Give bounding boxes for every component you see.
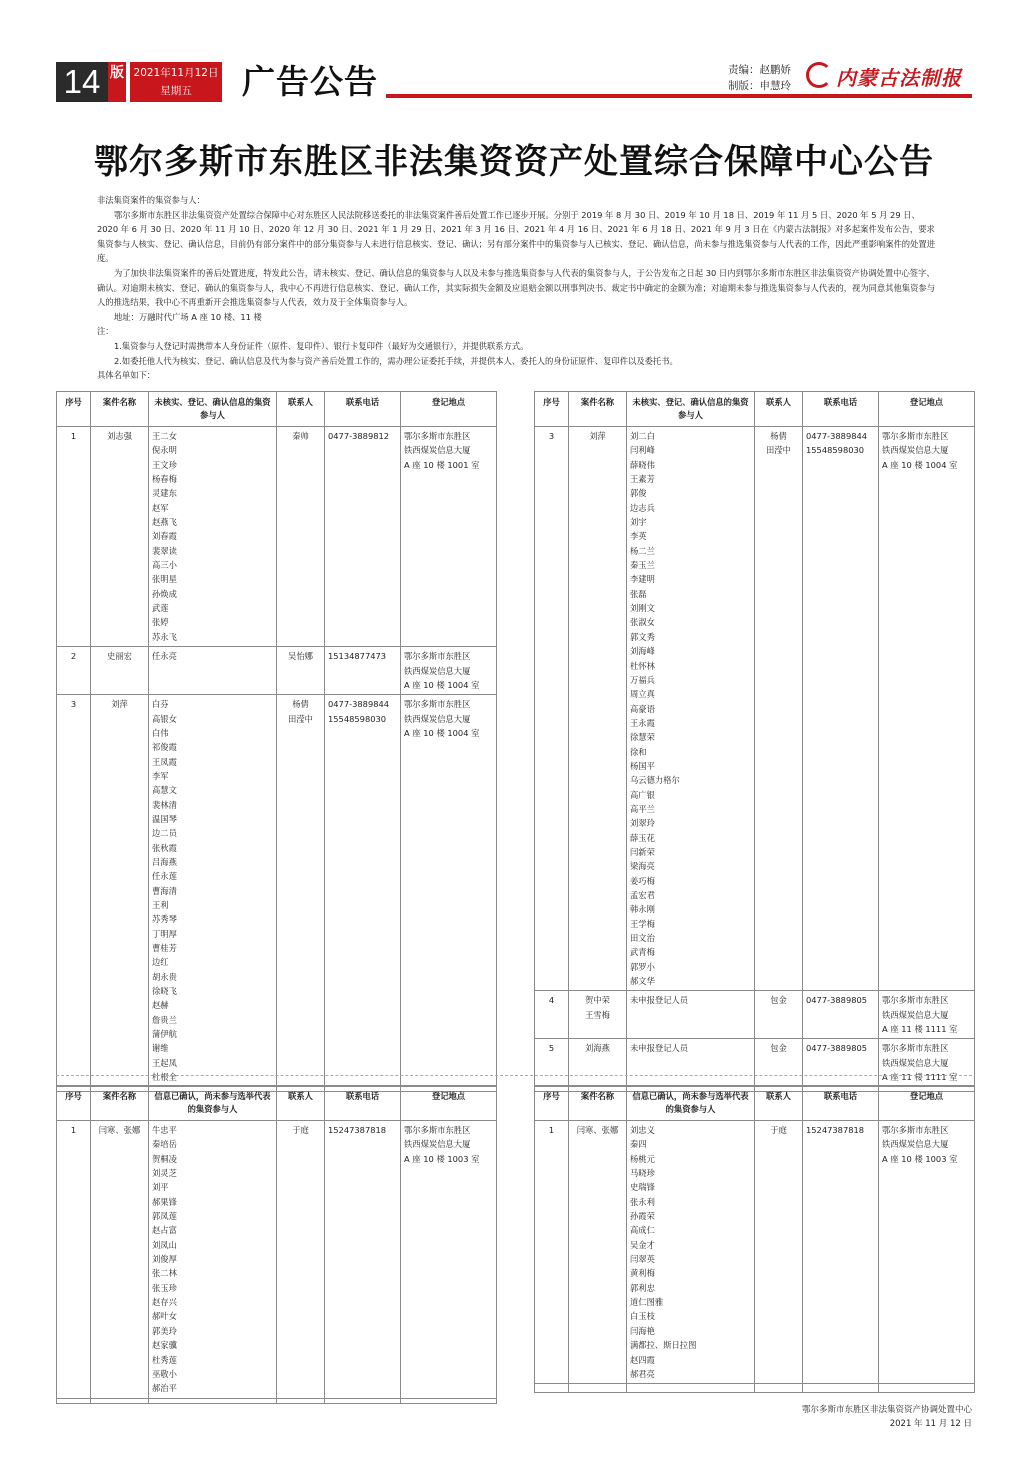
case-name: 刘萍	[569, 427, 627, 991]
participant-name: 杨二兰	[630, 545, 655, 556]
note-2: 2.如委托他人代为核实、登记、确认信息及代为参与资产善后处置工作的，需办理公证委托手续，并提供本人、委托人的身份证原件、复印件以及委托书。	[114, 355, 678, 366]
unverified-participants-table-left	[56, 391, 497, 1092]
issue-weekday: 星期五	[160, 85, 192, 97]
participant-name: 徐晓飞	[152, 986, 177, 997]
case-name: 刘海燕	[569, 1039, 627, 1087]
contact-name: 杨倩	[770, 431, 787, 441]
contact-phone	[325, 1121, 401, 1399]
registration-location	[401, 1121, 497, 1399]
location-line: A 座 10 楼 1004 室	[404, 727, 480, 738]
location-line: 铁西煤炭信息大厦	[404, 445, 471, 456]
location-line: 鄂尔多斯市东胜区	[882, 431, 949, 441]
row-number: 1	[535, 1121, 569, 1384]
header-phone: 联系电话	[325, 1086, 401, 1121]
participant-name: 赵燕飞	[152, 517, 177, 528]
header-contact: 联系人	[277, 1086, 325, 1121]
participant-name: 韩永刚	[630, 904, 655, 915]
participant-name: 贺桐凌	[152, 1153, 177, 1164]
participant-list	[627, 1121, 755, 1384]
participant-name: 杜根全	[152, 1072, 177, 1083]
participant-name: 牛忠平	[152, 1125, 177, 1135]
contact-name: 于庭	[292, 1125, 309, 1135]
participant-name: 乌云德力格尔	[630, 775, 680, 786]
participant-name: 孙焕成	[152, 588, 177, 599]
location-line: A 座 11 楼 1111 室	[882, 1024, 958, 1035]
participant-name: 温国琴	[152, 813, 177, 824]
producer-name: 制版：申慧玲	[728, 80, 791, 92]
page-number: 14	[56, 62, 108, 102]
location-line: 铁西煤炭信息大厦	[404, 665, 471, 676]
filler-cell	[149, 1398, 277, 1403]
masthead-rule	[386, 94, 972, 98]
filler-cell	[57, 1398, 91, 1403]
participant-name: 任永莲	[152, 871, 177, 882]
participant-name: 张二林	[152, 1268, 177, 1279]
phone-number: 0477-3889805	[806, 1043, 868, 1054]
contact-person	[755, 427, 803, 991]
participant-name: 张秋霞	[152, 842, 177, 853]
row-number: 3	[57, 695, 91, 1087]
contact-name: 包金	[770, 995, 787, 1006]
participant-name: 王凤霞	[152, 756, 177, 767]
location-line: A 座 10 楼 1003 室	[882, 1153, 958, 1164]
contact-phone	[803, 1039, 879, 1087]
phone-number: 0477-3889812	[328, 431, 390, 441]
phone-number: 15548598030	[806, 445, 865, 456]
signature-date: 2021 年 11 月 12 日	[889, 1419, 972, 1429]
participant-name: 徐慧荣	[630, 732, 655, 743]
location-line: 铁西煤炭信息大厦	[404, 1139, 471, 1150]
header-no: 序号	[535, 392, 569, 427]
table-row	[57, 695, 497, 1087]
unelected-representatives-table-left	[56, 1085, 497, 1404]
newspaper-logo-text: 内蒙古法制报	[836, 66, 962, 90]
participant-name: 郭罗小	[630, 961, 655, 972]
participant-name: 刘二白	[630, 431, 655, 441]
filler-cell	[277, 1398, 325, 1403]
participant-name: 曹海清	[152, 885, 177, 896]
contact-name: 包金	[770, 1043, 787, 1054]
header-contact: 联系人	[755, 1086, 803, 1121]
filler-cell	[627, 1384, 755, 1393]
participant-list	[149, 427, 277, 647]
table-filler-row	[535, 1384, 975, 1393]
contact-name: 于庭	[770, 1125, 787, 1135]
participant-name: 谢维	[152, 1043, 169, 1054]
participant-name: 高成仁	[630, 1225, 655, 1236]
phone-number: 0477-3889844	[806, 431, 868, 441]
participant-name: 武青梅	[630, 947, 655, 958]
contact-person	[277, 427, 325, 647]
participant-name: 闫新荣	[630, 846, 655, 857]
filler-cell	[401, 1398, 497, 1403]
participant-name: 胡永贵	[152, 971, 177, 982]
salutation: 非法集资案件的集资参与人：	[97, 195, 205, 205]
participant-name: 杜秀莲	[152, 1354, 177, 1365]
participant-name: 刘俊厚	[152, 1254, 177, 1265]
table-row	[57, 647, 497, 695]
contact-person	[277, 647, 325, 695]
participant-name: 刘翠玲	[630, 818, 655, 829]
table-filler-row	[57, 1398, 497, 1403]
participant-name: 王学梅	[630, 918, 655, 929]
location-line: 铁西煤炭信息大厦	[882, 445, 949, 456]
participant-name: 马晓珍	[630, 1168, 655, 1179]
participant-name: 史瑞锋	[630, 1182, 655, 1193]
row-number: 1	[57, 1121, 91, 1399]
participant-name: 刘春霞	[152, 531, 177, 542]
participant-name: 李军	[152, 770, 169, 781]
case-name: 闫寒、张娜	[569, 1121, 627, 1384]
participant-list	[149, 647, 277, 695]
contact-name: 吴怡娜	[288, 651, 313, 662]
notice-body	[97, 193, 937, 383]
location-line: 鄂尔多斯市东胜区	[404, 651, 471, 662]
contact-phone	[803, 991, 879, 1039]
header-location: 登记地点	[401, 392, 497, 427]
header-contact: 联系人	[277, 392, 325, 427]
row-number: 4	[535, 991, 569, 1039]
participant-name: 道仁图雅	[630, 1297, 664, 1308]
phone-number: 15134877473	[328, 651, 387, 662]
newspaper-logo	[806, 62, 962, 92]
participant-name: 郭俊	[630, 488, 647, 499]
participant-name: 祁俊霞	[152, 742, 177, 753]
participant-name: 李英	[630, 531, 647, 542]
participant-name: 张婷	[152, 617, 169, 628]
participant-name: 王起凤	[152, 1057, 177, 1068]
contact-person	[277, 1121, 325, 1399]
participant-name: 刘刚文	[630, 603, 655, 614]
participant-name: 郭凤莲	[152, 1211, 177, 1222]
location-line: A 座 10 楼 1004 室	[882, 459, 958, 470]
participant-name: 赵四霞	[630, 1354, 655, 1365]
section-title: 广告公告	[242, 62, 378, 101]
participant-name: 赵占富	[152, 1225, 177, 1236]
filler-cell	[535, 1384, 569, 1393]
contact-phone	[325, 695, 401, 1087]
participant-name: 高三小	[152, 560, 177, 571]
page-suffix: 版	[108, 62, 126, 102]
participant-name: 张玉珍	[152, 1282, 177, 1293]
location-line: 鄂尔多斯市东胜区	[404, 431, 471, 441]
filler-cell	[803, 1384, 879, 1393]
participant-name: 张淑女	[630, 617, 655, 628]
header-case-name: 案件名称	[569, 392, 627, 427]
participant-name: 高银女	[152, 713, 177, 724]
participant-name: 刘灵芝	[152, 1168, 177, 1179]
table-row	[535, 1121, 975, 1384]
phone-number: 0477-3889805	[806, 995, 868, 1006]
contact-phone	[325, 427, 401, 647]
participant-name: 赵赫	[152, 1000, 169, 1011]
header-location: 登记地点	[879, 392, 975, 427]
contact-phone	[803, 427, 879, 991]
contact-phone	[803, 1121, 879, 1384]
header-no: 序号	[57, 1086, 91, 1121]
unelected-representatives-table-right	[534, 1085, 975, 1393]
table-row	[57, 1121, 497, 1399]
filler-cell	[325, 1398, 401, 1403]
list-intro: 具体名单如下：	[97, 370, 156, 381]
location-line: 铁西煤炭信息大厦	[882, 1139, 949, 1150]
participant-name: 薛晓伟	[630, 459, 655, 470]
participant-name: 白玉枝	[630, 1311, 655, 1322]
table-row	[57, 427, 497, 647]
phone-number: 15247387818	[806, 1125, 865, 1135]
participant-name: 李建明	[630, 574, 655, 585]
registration-location	[401, 647, 497, 695]
location-line: A 座 10 楼 1004 室	[404, 679, 480, 690]
participant-name: 丁明厚	[152, 928, 177, 939]
case-name: 闫寒、张娜	[91, 1121, 149, 1399]
contact-person	[277, 695, 325, 1087]
header-no: 序号	[57, 392, 91, 427]
participant-name: 郝果锋	[152, 1196, 177, 1207]
header-participants: 未核实、登记、确认信息的集资参与人	[149, 392, 277, 427]
note-title: 注：	[97, 326, 114, 337]
header-phone: 联系电话	[803, 392, 879, 427]
participant-name: 张磊	[630, 588, 647, 599]
contact-person	[755, 991, 803, 1039]
participant-name: 张明星	[152, 574, 177, 585]
participant-name: 闫利峰	[630, 445, 655, 456]
location-line: 铁西煤炭信息大厦	[882, 1057, 949, 1068]
header-case-name: 案件名称	[91, 1086, 149, 1121]
participant-name: 梁海亮	[630, 861, 655, 872]
filler-cell	[569, 1384, 627, 1393]
header-case-name: 案件名称	[569, 1086, 627, 1121]
participant-name: 苏秀琴	[152, 914, 177, 925]
section-divider	[56, 1075, 972, 1076]
note-1: 1.集资参与人登记时需携带本人身份证件（原件、复印件）、银行卡复印件（最好为交通银行），并提供联系方式。	[114, 340, 529, 351]
participant-name: 孙霞荣	[630, 1211, 655, 1222]
header-participants: 未核实、登记、确认信息的集资参与人	[627, 392, 755, 427]
table-row	[535, 991, 975, 1039]
registration-location	[879, 427, 975, 991]
filler-cell	[91, 1398, 149, 1403]
participant-name: 郭文秀	[630, 631, 655, 642]
participant-name: 刘平	[152, 1182, 169, 1193]
participant-name: 未申报登记人员	[630, 995, 689, 1006]
participant-name: 孟宏君	[630, 890, 655, 900]
header-case-name: 案件名称	[91, 392, 149, 427]
participant-name: 杨春梅	[152, 474, 177, 485]
participant-name: 边红	[152, 957, 169, 968]
case-name: 刘萍	[91, 695, 149, 1087]
notice-paragraph-2: 为了加快非法集资案件的善后处置进度，特发此公告，请未核实、登记、确认信息的集资参与人以及未参与推选集资参与人代表的集资参与人，于公告发布之日起 30 日内到鄂尔多斯市东胜区非法集资资产协调处置中心签字、确认。对逾期未核实、登记、确认的集资参与人，我中心不再进行信息核实、登记、确认工作，其实际损失金额及应退赔金额以刑事判决书、裁定书中确定的金额为准；对逾期未参与推选集资参与人代表的，视为同意其他集资参与人的推选结果，我中心不再重新开会推选集资参与人代表，效力及于全体集资参与人。	[97, 267, 935, 308]
registration-location	[879, 991, 975, 1039]
participant-name: 武莲	[152, 603, 169, 614]
contact-phone	[325, 647, 401, 695]
location-line: A 座 10 楼 1003 室	[404, 1153, 480, 1164]
case-name: 刘志强	[91, 427, 149, 647]
case-name	[569, 991, 627, 1039]
participant-name: 王素芳	[630, 474, 655, 485]
participant-name: 高平兰	[630, 803, 655, 814]
participant-name: 田文治	[630, 933, 655, 944]
registration-location	[401, 695, 497, 1087]
filler-cell	[879, 1384, 975, 1393]
participant-list	[149, 695, 277, 1087]
row-number: 3	[535, 427, 569, 991]
location-line: A 座 11 楼 1111 室	[882, 1072, 958, 1083]
participant-name: 万福兵	[630, 674, 655, 685]
participant-name: 黄利梅	[630, 1268, 655, 1279]
participant-name: 高慧文	[152, 785, 177, 796]
unverified-participants-table-right	[534, 391, 975, 1092]
signature-block	[802, 1403, 972, 1431]
participant-name: 曹桂芳	[152, 943, 177, 954]
row-number: 2	[57, 647, 91, 695]
signature-organization: 鄂尔多斯市东胜区非法集资资产协调处置中心	[801, 1405, 972, 1415]
participant-name: 赵家骥	[152, 1340, 177, 1351]
phone-number: 15247387818	[328, 1125, 387, 1135]
participant-name: 薛玉花	[630, 832, 655, 843]
participant-name: 闫翠英	[630, 1254, 655, 1265]
editor-name: 责编：赵鹏娇	[728, 64, 791, 76]
participant-name: 高广银	[630, 789, 655, 800]
registration-location	[401, 427, 497, 647]
location-line: 鄂尔多斯市东胜区	[882, 1125, 949, 1135]
participant-name: 蒲伊航	[152, 1029, 177, 1040]
participant-name: 刘宇	[630, 517, 647, 528]
participant-name: 王二女	[152, 431, 177, 441]
participant-name: 高豪语	[630, 703, 655, 714]
participant-name: 灵建东	[152, 488, 177, 499]
row-number: 1	[57, 427, 91, 647]
participant-list	[627, 991, 755, 1039]
participant-name: 郝文华	[630, 976, 655, 987]
table-row	[535, 1039, 975, 1087]
registration-location	[879, 1121, 975, 1384]
participant-name: 边二员	[152, 828, 177, 839]
participant-name: 杨国平	[630, 760, 655, 771]
row-number: 5	[535, 1039, 569, 1087]
header-no: 序号	[535, 1086, 569, 1121]
masthead	[56, 62, 972, 102]
logo-icon	[806, 62, 832, 88]
phone-number: 0477-3889844	[328, 699, 390, 710]
location-line: 鄂尔多斯市东胜区	[882, 1043, 949, 1054]
header-phone: 联系电话	[325, 392, 401, 427]
filler-cell	[755, 1384, 803, 1393]
participant-name: 满都拉、斯日拉图	[630, 1340, 697, 1351]
case-name-line: 王雪梅	[585, 1009, 610, 1020]
location-line: 鄂尔多斯市东胜区	[404, 699, 471, 710]
location-line: 鄂尔多斯市东胜区	[404, 1125, 471, 1135]
participant-list	[627, 427, 755, 991]
participant-name: 徐和	[630, 746, 647, 757]
case-name: 史丽宏	[91, 647, 149, 695]
participant-name: 刘忠义	[630, 1125, 655, 1135]
location-line: 铁西煤炭信息大厦	[882, 1009, 949, 1020]
participant-name: 秦玉兰	[630, 560, 655, 571]
participant-list	[627, 1039, 755, 1087]
participant-name: 王文珍	[152, 459, 177, 470]
participant-name: 白芬	[152, 699, 169, 710]
registration-address: 地址：万融时代广场 A 座 10 楼、11 楼	[114, 311, 262, 322]
participant-name: 周立真	[630, 689, 655, 700]
registration-location	[879, 1039, 975, 1087]
location-line: 鄂尔多斯市东胜区	[882, 995, 949, 1006]
participant-name: 郭利忠	[630, 1282, 655, 1293]
participant-name: 白伟	[152, 727, 169, 738]
header-participants: 信息已确认，尚未参与选举代表的集资参与人	[627, 1086, 755, 1121]
participant-name: 王利	[152, 900, 169, 910]
participant-name: 赵存兴	[152, 1297, 177, 1308]
participant-name: 刘海峰	[630, 646, 655, 657]
participant-name: 吕海燕	[152, 856, 177, 867]
case-name-line: 贺中荣	[585, 995, 610, 1006]
notice-headline: 鄂尔多斯市东胜区非法集资资产处置综合保障中心公告	[94, 142, 934, 182]
participant-name: 姜巧梅	[630, 875, 655, 886]
participant-name: 郭美玲	[152, 1325, 177, 1336]
contact-person	[755, 1121, 803, 1384]
participant-name: 杨桃元	[630, 1153, 655, 1164]
participant-name: 巫敬小	[152, 1368, 177, 1379]
participant-name: 任永亮	[152, 651, 177, 662]
participant-name: 倪永明	[152, 445, 177, 456]
participant-name: 苏永飞	[152, 631, 177, 642]
participant-name: 闫海艳	[630, 1325, 655, 1336]
contact-person	[755, 1039, 803, 1087]
table-row	[535, 427, 975, 991]
header-phone: 联系电话	[803, 1086, 879, 1121]
participant-name: 王永霞	[630, 717, 655, 728]
contact-name: 杨倩	[292, 699, 309, 710]
header-contact: 联系人	[755, 392, 803, 427]
location-line: A 座 10 楼 1001 室	[404, 459, 480, 470]
participant-name: 詹贵兰	[152, 1014, 177, 1025]
issue-date: 2021年11月12日	[133, 67, 219, 79]
participant-name: 郝叶女	[152, 1311, 177, 1322]
participant-name: 郝君亮	[630, 1368, 655, 1379]
participant-name: 边志兵	[630, 502, 655, 513]
participant-name: 赵军	[152, 502, 169, 513]
participant-name: 秦四	[630, 1139, 647, 1150]
participant-name: 刘凤山	[152, 1239, 177, 1250]
phone-number: 15548598030	[328, 713, 387, 724]
contact-name: 秦帅	[292, 431, 309, 441]
contact-name: 田滢中	[766, 445, 791, 456]
header-location: 登记地点	[879, 1086, 975, 1121]
participant-name: 未申报登记人员	[630, 1043, 689, 1054]
participant-name: 秦培岳	[152, 1139, 177, 1150]
participant-name: 吴金才	[630, 1239, 655, 1250]
participant-name: 杜怀林	[630, 660, 655, 671]
issue-date-block	[130, 62, 222, 102]
participant-name: 郝治平	[152, 1383, 177, 1394]
location-line: 铁西煤炭信息大厦	[404, 713, 471, 724]
participant-name: 张永利	[630, 1196, 655, 1207]
header-participants: 信息已确认，尚未参与选举代表的集资参与人	[149, 1086, 277, 1121]
header-location: 登记地点	[401, 1086, 497, 1121]
editor-credits	[728, 62, 791, 94]
notice-paragraph-1: 鄂尔多斯市东胜区非法集资资产处置综合保障中心对东胜区人民法院移送委托的非法集资案件善后处置工作已逐步开展。分别于 2019 年 8 月 30 日、2019 年 10 月 18 日、2019 年 11 月 5 日、2020 年 5 月 29 日、2020 年 6 月 30 日、2020 年 11 月 10 日、2020 年 12 月 30 日、2021 年 1 月 29 日、2021 年 3 月 16 日、2021 年 4 月 16 日、2021 年 6 月 18 日、2021 年 9 月 3 日在《内蒙古法制报》对多起案件发布公告，要求集资参与人核实、登记、确认信息，目前仍有部分案件中的部分集资参与人未进行信息核实、登记、确认；另有部分案件中的集资参与人已核实、登记、确认信息，尚未参与推选集资参与人代表的工作，因此严重影响案件的处置进度。	[97, 209, 935, 264]
participant-name: 裴翠读	[152, 545, 177, 556]
participant-list	[149, 1121, 277, 1399]
participant-name: 裴林清	[152, 799, 177, 810]
contact-name: 田滢中	[288, 713, 313, 724]
